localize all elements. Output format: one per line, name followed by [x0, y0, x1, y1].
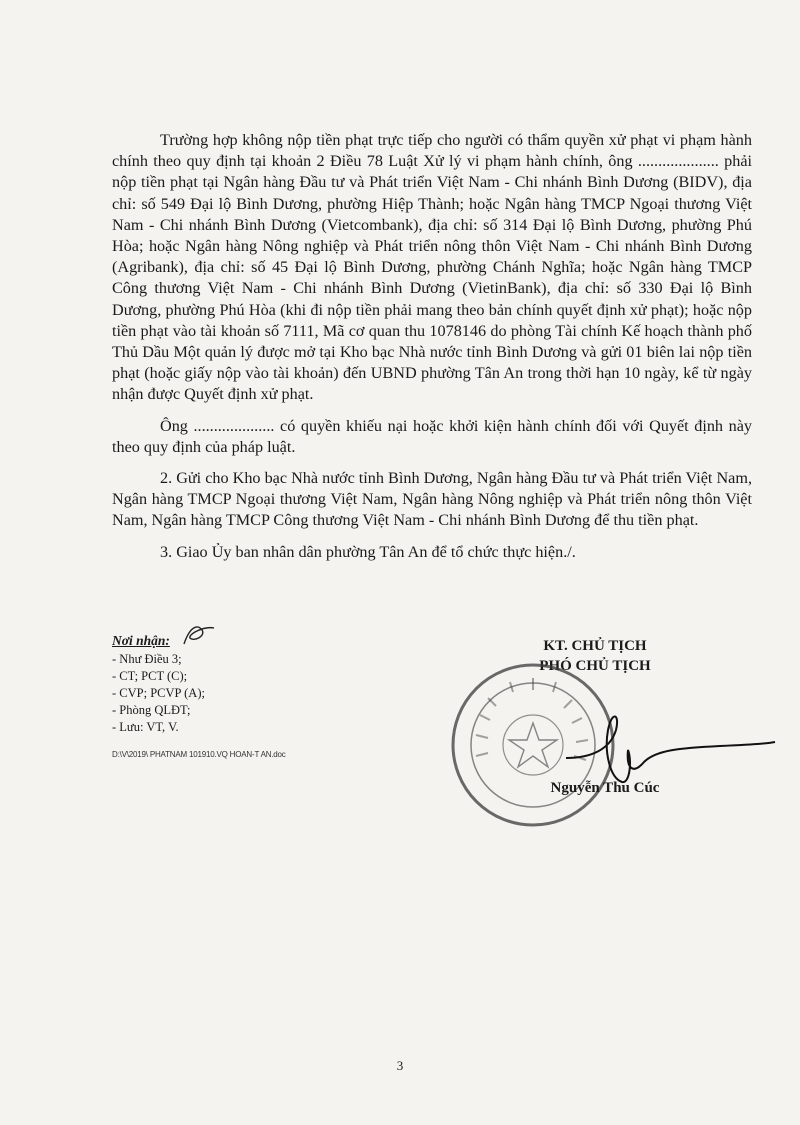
recipient-item: - Lưu: VT, V. [112, 720, 179, 734]
paragraph-send-to-banks: 2. Gửi cho Kho bạc Nhà nước tỉnh Bình Dương, Ngân hàng Đầu tư và Phát triển Việt Nam, Ngân hàng TMCP Ngoại thương Việt Nam, Ngân hàng Nông nghiệp và Phát triển nông thôn Việt Nam, Ngân hàng TMCP Công thương Việt Nam - Chi nhánh Bình Dương để thu tiền phạt. [112, 469, 752, 530]
recipients-list [112, 651, 412, 736]
signature-role-secondary: PHÓ CHỦ TỊCH [539, 658, 651, 674]
paragraph-payment-instructions: Trường hợp không nộp tiền phạt trực tiếp cho người có thẩm quyền xử phạt vi phạm hành chính theo quy định tại khoản 2 Điều 78 Luật Xử lý vi phạm hành chính, ông .................... phải nộp tiền phạt tại Ngân hàng Đầu tư và Phát triển Việt Nam - Chi nhánh Bình Dương (BIDV), địa chỉ: số 549 Đại lộ Bình Dương, phường Hiệp Thành; hoặc Ngân hàng TMCP Ngoại thương Việt Nam - Chi nhánh Bình Dương (Vietcombank), địa chỉ: số 314 Đại lộ Bình Dương, phường Phú Hòa; hoặc Ngân hàng Nông nghiệp và Phát triển nông thôn Việt Nam - Chi nhánh Bình Dương (Agribank), địa chỉ: số 45 Đại lộ Bình Dương, phường Chánh Nghĩa; hoặc Ngân hàng TMCP Công thương Việt Nam - Chi nhánh Bình Dương (VietinBank), địa chỉ: số 330 Đại lộ Bình Dương, phường Phú Hòa (khi đi nộp tiền phải mang theo bản chính quyết định xử phạt); hoặc nộp tiền phạt vào tài khoản số 7111, Mã cơ quan thu 1078146 do phòng Tài chính Kế hoạch thành phố Thủ Dầu Một quản lý được mở tại Kho bạc Nhà nước tỉnh Bình Dương và gửi 01 biên lai nộp tiền phạt (hoặc giấy nộp vào tài khoản) đến UBND phường Tân An trong thời hạn 10 ngày, kể từ ngày nhận được Quyết định xử phạt. [112, 131, 752, 404]
page-number: 3 [396, 1058, 404, 1073]
recipient-item: - Như Điều 3; [112, 652, 182, 666]
recipient-item: - CT; PCT (C); [112, 669, 188, 683]
recipients-block [112, 632, 412, 736]
recipient-item: - CVP; PCVP (A); [112, 686, 205, 700]
document-body [112, 130, 752, 573]
paragraph-appeal-rights: Ông .................... có quyền khiếu nại hoặc khởi kiện hành chính đối với Quyết định này theo quy định của pháp luật. [112, 416, 752, 456]
signer-name: Nguyễn Thu Cúc [550, 780, 660, 796]
recipient-item: - Phòng QLĐT; [112, 703, 191, 717]
paragraph-assignment: 3. Giao Ủy ban nhân dân phường Tân An để tổ chức thực hiện./. [160, 542, 576, 561]
file-reference: D:\V\2019\ PHATNAM 101910.VQ HOAN-T AN.doc [112, 750, 286, 759]
recipients-title: Nơi nhận: [112, 633, 170, 648]
signature-role-primary: KT. CHỦ TỊCH [543, 638, 647, 654]
